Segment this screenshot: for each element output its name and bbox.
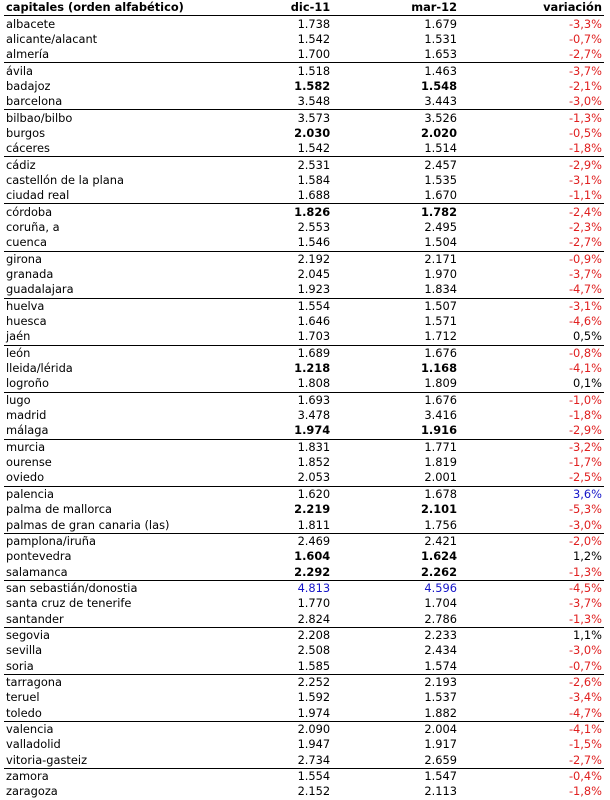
table-row [4, 361, 604, 376]
table-row [4, 690, 604, 705]
mar-value: 2.233 [332, 627, 459, 643]
mar-value: 1.548 [420, 78, 458, 93]
city-name: san sebastián/donostia [4, 580, 230, 596]
dic-value: 2.090 [230, 721, 333, 737]
variation-value: -4,7% [568, 282, 602, 297]
variation-value: -2,3% [568, 219, 602, 234]
variation-value: 0,5% [573, 329, 602, 344]
mar-value: 3.416 [424, 408, 458, 423]
variation-value: -1,8% [568, 408, 602, 423]
city-name: palencia [4, 486, 230, 502]
mar-value: 4.596 [332, 580, 459, 596]
city-name: teruel [6, 690, 40, 705]
table-row [4, 94, 604, 110]
city-name: alicante/alacant [6, 31, 98, 46]
city-name: pamplona/iruña [4, 533, 230, 549]
variation-value: -0,7% [568, 658, 602, 673]
table-row [4, 627, 604, 643]
table-row [4, 596, 604, 611]
mar-value: 1.917 [424, 737, 458, 752]
table-row [4, 314, 604, 329]
table-row [4, 392, 604, 408]
table-row [4, 564, 604, 580]
variation-value: -1,3% [459, 110, 604, 126]
city-name: málaga [6, 423, 49, 438]
dic-value: 1.582 [294, 78, 331, 93]
mar-value: 2.171 [332, 251, 459, 267]
variation-value: -4,7% [568, 705, 602, 720]
dic-value: 1.808 [297, 376, 331, 391]
variation-value: -1,0% [459, 392, 604, 408]
city-name: lugo [4, 392, 230, 408]
table-row [4, 16, 604, 32]
dic-value: 2.252 [230, 674, 333, 690]
city-name: santander [6, 611, 64, 626]
dic-value: 1.974 [294, 423, 331, 438]
mar-value: 1.514 [424, 141, 458, 156]
city-name: cuenca [6, 235, 47, 250]
table-row [4, 517, 604, 533]
dic-value: 2.824 [297, 611, 331, 626]
variation-value: 1,1% [459, 627, 604, 643]
dic-value: 1.554 [230, 298, 333, 314]
table-row [4, 47, 604, 63]
variation-value: -4,1% [568, 361, 602, 376]
mar-value: 2.101 [420, 502, 458, 517]
table-row [4, 63, 604, 79]
table-row [4, 784, 604, 799]
dic-value: 2.734 [297, 752, 331, 767]
city-name: castellón de la plana [6, 172, 124, 187]
mar-value: 1.507 [332, 298, 459, 314]
city-name: pontevedra [6, 549, 72, 564]
mar-value: 1.916 [420, 423, 458, 438]
mar-value: 2.004 [332, 721, 459, 737]
dic-value: 1.693 [230, 392, 333, 408]
mar-value: 1.624 [420, 549, 458, 564]
variation-value: -2,5% [568, 470, 602, 485]
mar-value: 1.531 [424, 31, 458, 46]
table-row [4, 502, 604, 517]
variation-value: -3,1% [459, 298, 604, 314]
variation-value: -1,7% [568, 455, 602, 470]
mar-value: 1.970 [424, 267, 458, 282]
mar-value: 1.463 [332, 63, 459, 79]
mar-value: 1.712 [424, 329, 458, 344]
dic-value: 2.030 [294, 125, 331, 140]
mar-value: 1.678 [332, 486, 459, 502]
variation-value: -2,0% [459, 533, 604, 549]
table-row [4, 110, 604, 126]
city-name: almería [6, 47, 50, 62]
mar-value: 1.168 [420, 361, 458, 376]
mar-value: 3.443 [424, 94, 458, 109]
mar-value: 1.504 [424, 235, 458, 250]
dic-value: 1.770 [297, 596, 331, 611]
city-name: burgos [6, 125, 46, 140]
mar-value: 1.771 [332, 439, 459, 455]
city-name: lleida/lérida [6, 361, 73, 376]
variation-value: 0,1% [573, 376, 602, 391]
mar-value: 1.882 [424, 705, 458, 720]
dic-value: 1.584 [297, 172, 331, 187]
table-row [4, 408, 604, 423]
header-city: capitales (orden alfabético) [4, 0, 230, 16]
variation-value: -3,7% [568, 267, 602, 282]
city-name: ávila [4, 63, 230, 79]
variation-value: -3,7% [568, 596, 602, 611]
city-name: cáceres [6, 141, 50, 156]
variation-value: -0,4% [459, 768, 604, 784]
variation-value: -1,5% [568, 737, 602, 752]
table-row [4, 298, 604, 314]
table-row [4, 126, 604, 141]
table-row [4, 423, 604, 439]
dic-value: 3.478 [297, 408, 331, 423]
dic-value: 2.508 [297, 643, 331, 658]
mar-value: 2.113 [424, 784, 458, 799]
dic-value: 2.053 [297, 470, 331, 485]
city-name: coruña, a [6, 219, 60, 234]
variation-value: -4,1% [459, 721, 604, 737]
table-row [4, 220, 604, 235]
dic-value: 2.208 [230, 627, 333, 643]
mar-value: 2.193 [332, 674, 459, 690]
table-row [4, 157, 604, 173]
dic-value: 1.646 [297, 314, 331, 329]
table-row [4, 737, 604, 752]
mar-value: 1.782 [332, 204, 459, 220]
dic-value: 3.573 [230, 110, 333, 126]
table-row [4, 486, 604, 502]
city-name: cádiz [4, 157, 230, 173]
city-name: león [4, 345, 230, 361]
variation-value: -1,3% [568, 611, 602, 626]
dic-value: 2.045 [297, 267, 331, 282]
dic-value: 1.546 [297, 235, 331, 250]
table-row [4, 188, 604, 204]
mar-value: 2.457 [332, 157, 459, 173]
variation-value: -1,8% [568, 141, 602, 156]
variation-value: 1,2% [573, 549, 602, 564]
dic-value: 1.542 [297, 141, 331, 156]
city-name: bilbao/bilbo [4, 110, 230, 126]
city-name: murcia [4, 439, 230, 455]
mar-value: 2.020 [420, 125, 458, 140]
table-row [4, 643, 604, 658]
table-row [4, 533, 604, 549]
mar-value: 1.537 [424, 690, 458, 705]
variation-value: -3,4% [568, 690, 602, 705]
dic-value: 1.518 [230, 63, 333, 79]
table-row [4, 455, 604, 470]
mar-value: 1.819 [424, 455, 458, 470]
variation-value: -3,3% [568, 16, 602, 31]
city-name: valladolid [6, 737, 61, 752]
city-name: huesca [6, 314, 47, 329]
mar-value: 2.786 [424, 611, 458, 626]
mar-value: 1.547 [332, 768, 459, 784]
table-row [4, 32, 604, 47]
mar-value: 1.756 [424, 517, 458, 532]
table-row [4, 204, 604, 220]
city-name: zaragoza [6, 784, 58, 799]
table-row [4, 329, 604, 345]
variation-value: -2,4% [459, 204, 604, 220]
city-name: palma de mallorca [6, 502, 112, 517]
dic-value: 1.218 [294, 361, 331, 376]
variation-value: -4,6% [568, 314, 602, 329]
dic-value: 1.689 [230, 345, 333, 361]
variation-value: -0,7% [568, 31, 602, 46]
variation-value: -2,7% [568, 235, 602, 250]
table-row [4, 251, 604, 267]
mar-value: 1.670 [424, 188, 458, 203]
mar-value: 1.679 [424, 16, 458, 31]
city-name: guadalajara [6, 282, 74, 297]
variation-value: -2,1% [568, 78, 602, 93]
city-name: zamora [4, 768, 230, 784]
table-row [4, 611, 604, 627]
mar-value: 1.676 [332, 345, 459, 361]
dic-value: 1.703 [297, 329, 331, 344]
city-name: segovia [4, 627, 230, 643]
dic-value: 1.542 [297, 31, 331, 46]
dic-value: 2.531 [230, 157, 333, 173]
header-dic: dic-11 [230, 0, 333, 16]
dic-value: 4.813 [230, 580, 333, 596]
city-name: logroño [6, 376, 49, 391]
table-row [4, 141, 604, 157]
city-name: oviedo [6, 470, 45, 485]
table-row [4, 439, 604, 455]
variation-value: -5,3% [568, 502, 602, 517]
variation-value: -1,3% [568, 564, 602, 579]
mar-value: 3.526 [332, 110, 459, 126]
mar-value: 2.659 [424, 752, 458, 767]
variation-value: -2,7% [568, 752, 602, 767]
table-row [4, 658, 604, 674]
dic-value: 1.554 [230, 768, 333, 784]
mar-value: 2.434 [424, 643, 458, 658]
mar-value: 1.676 [332, 392, 459, 408]
variation-value: -2,7% [568, 47, 602, 62]
variation-value: -3,1% [568, 172, 602, 187]
table-row [4, 768, 604, 784]
header-row [4, 0, 604, 16]
variation-value: -3,0% [568, 94, 602, 109]
mar-value: 2.421 [332, 533, 459, 549]
city-name: palmas de gran canaria (las) [6, 517, 170, 532]
table-row [4, 705, 604, 721]
dic-value: 1.811 [297, 517, 331, 532]
table-row [4, 79, 604, 94]
table-row [4, 580, 604, 596]
dic-value: 2.219 [294, 502, 331, 517]
table-body [4, 16, 604, 800]
variation-value: -1,8% [568, 784, 602, 799]
mar-value: 2.495 [424, 219, 458, 234]
dic-value: 1.852 [297, 455, 331, 470]
city-name: valencia [4, 721, 230, 737]
city-name: madrid [6, 408, 47, 423]
table-row [4, 376, 604, 392]
mar-value: 1.704 [424, 596, 458, 611]
variation-value: -1,1% [568, 188, 602, 203]
variation-value: -2,9% [568, 423, 602, 438]
mar-value: 1.574 [424, 658, 458, 673]
city-name: jaén [6, 329, 31, 344]
dic-value: 1.700 [297, 47, 331, 62]
variation-value: -2,9% [459, 157, 604, 173]
variation-value: -0,8% [459, 345, 604, 361]
city-name: granada [6, 267, 54, 282]
header-mar: mar-12 [332, 0, 459, 16]
dic-value: 1.604 [294, 549, 331, 564]
variation-value: -3,7% [459, 63, 604, 79]
variation-value: 3,6% [459, 486, 604, 502]
mar-value: 2.001 [424, 470, 458, 485]
mar-value: 2.262 [420, 564, 458, 579]
dic-value: 1.738 [297, 16, 331, 31]
city-name: ourense [6, 455, 52, 470]
mar-value: 1.653 [424, 47, 458, 62]
table-row [4, 345, 604, 361]
dic-value: 2.553 [297, 219, 331, 234]
city-name: salamanca [6, 564, 68, 579]
dic-value: 2.292 [294, 564, 331, 579]
city-name: vitoria-gasteiz [6, 752, 88, 767]
price-table [4, 0, 604, 800]
variation-value: -2,6% [459, 674, 604, 690]
city-name: tarragona [4, 674, 230, 690]
header-variation: variación [459, 0, 604, 16]
table-row [4, 549, 604, 564]
dic-value: 2.152 [297, 784, 331, 799]
dic-value: 1.974 [297, 705, 331, 720]
city-name: girona [4, 251, 230, 267]
dic-value: 1.947 [297, 737, 331, 752]
city-name: toledo [6, 705, 42, 720]
table-row [4, 267, 604, 282]
variation-value: -0,9% [459, 251, 604, 267]
variation-value: -3,0% [568, 643, 602, 658]
variation-value: -3,2% [459, 439, 604, 455]
variation-value: -4,5% [459, 580, 604, 596]
table-row [4, 721, 604, 737]
city-name: sevilla [6, 643, 43, 658]
city-name: ciudad real [6, 188, 70, 203]
dic-value: 1.826 [230, 204, 333, 220]
table-row [4, 753, 604, 769]
dic-value: 1.923 [297, 282, 331, 297]
dic-value: 2.192 [230, 251, 333, 267]
mar-value: 1.571 [424, 314, 458, 329]
dic-value: 1.688 [297, 188, 331, 203]
dic-value: 1.592 [297, 690, 331, 705]
table-row [4, 674, 604, 690]
dic-value: 3.548 [297, 94, 331, 109]
city-name: soria [6, 658, 34, 673]
dic-value: 1.831 [230, 439, 333, 455]
variation-value: -3,0% [568, 517, 602, 532]
mar-value: 1.834 [424, 282, 458, 297]
dic-value: 1.585 [297, 658, 331, 673]
city-name: córdoba [4, 204, 230, 220]
table-row [4, 235, 604, 251]
variation-value: -0,5% [568, 125, 602, 140]
city-name: santa cruz de tenerife [6, 596, 132, 611]
dic-value: 1.620 [230, 486, 333, 502]
table-row [4, 282, 604, 298]
mar-value: 1.535 [424, 172, 458, 187]
table-row [4, 470, 604, 486]
city-name: badajoz [6, 78, 51, 93]
city-name: albacete [6, 16, 56, 31]
city-name: huelva [4, 298, 230, 314]
city-name: barcelona [6, 94, 63, 109]
mar-value: 1.809 [424, 376, 458, 391]
dic-value: 2.469 [230, 533, 333, 549]
table-row [4, 173, 604, 188]
